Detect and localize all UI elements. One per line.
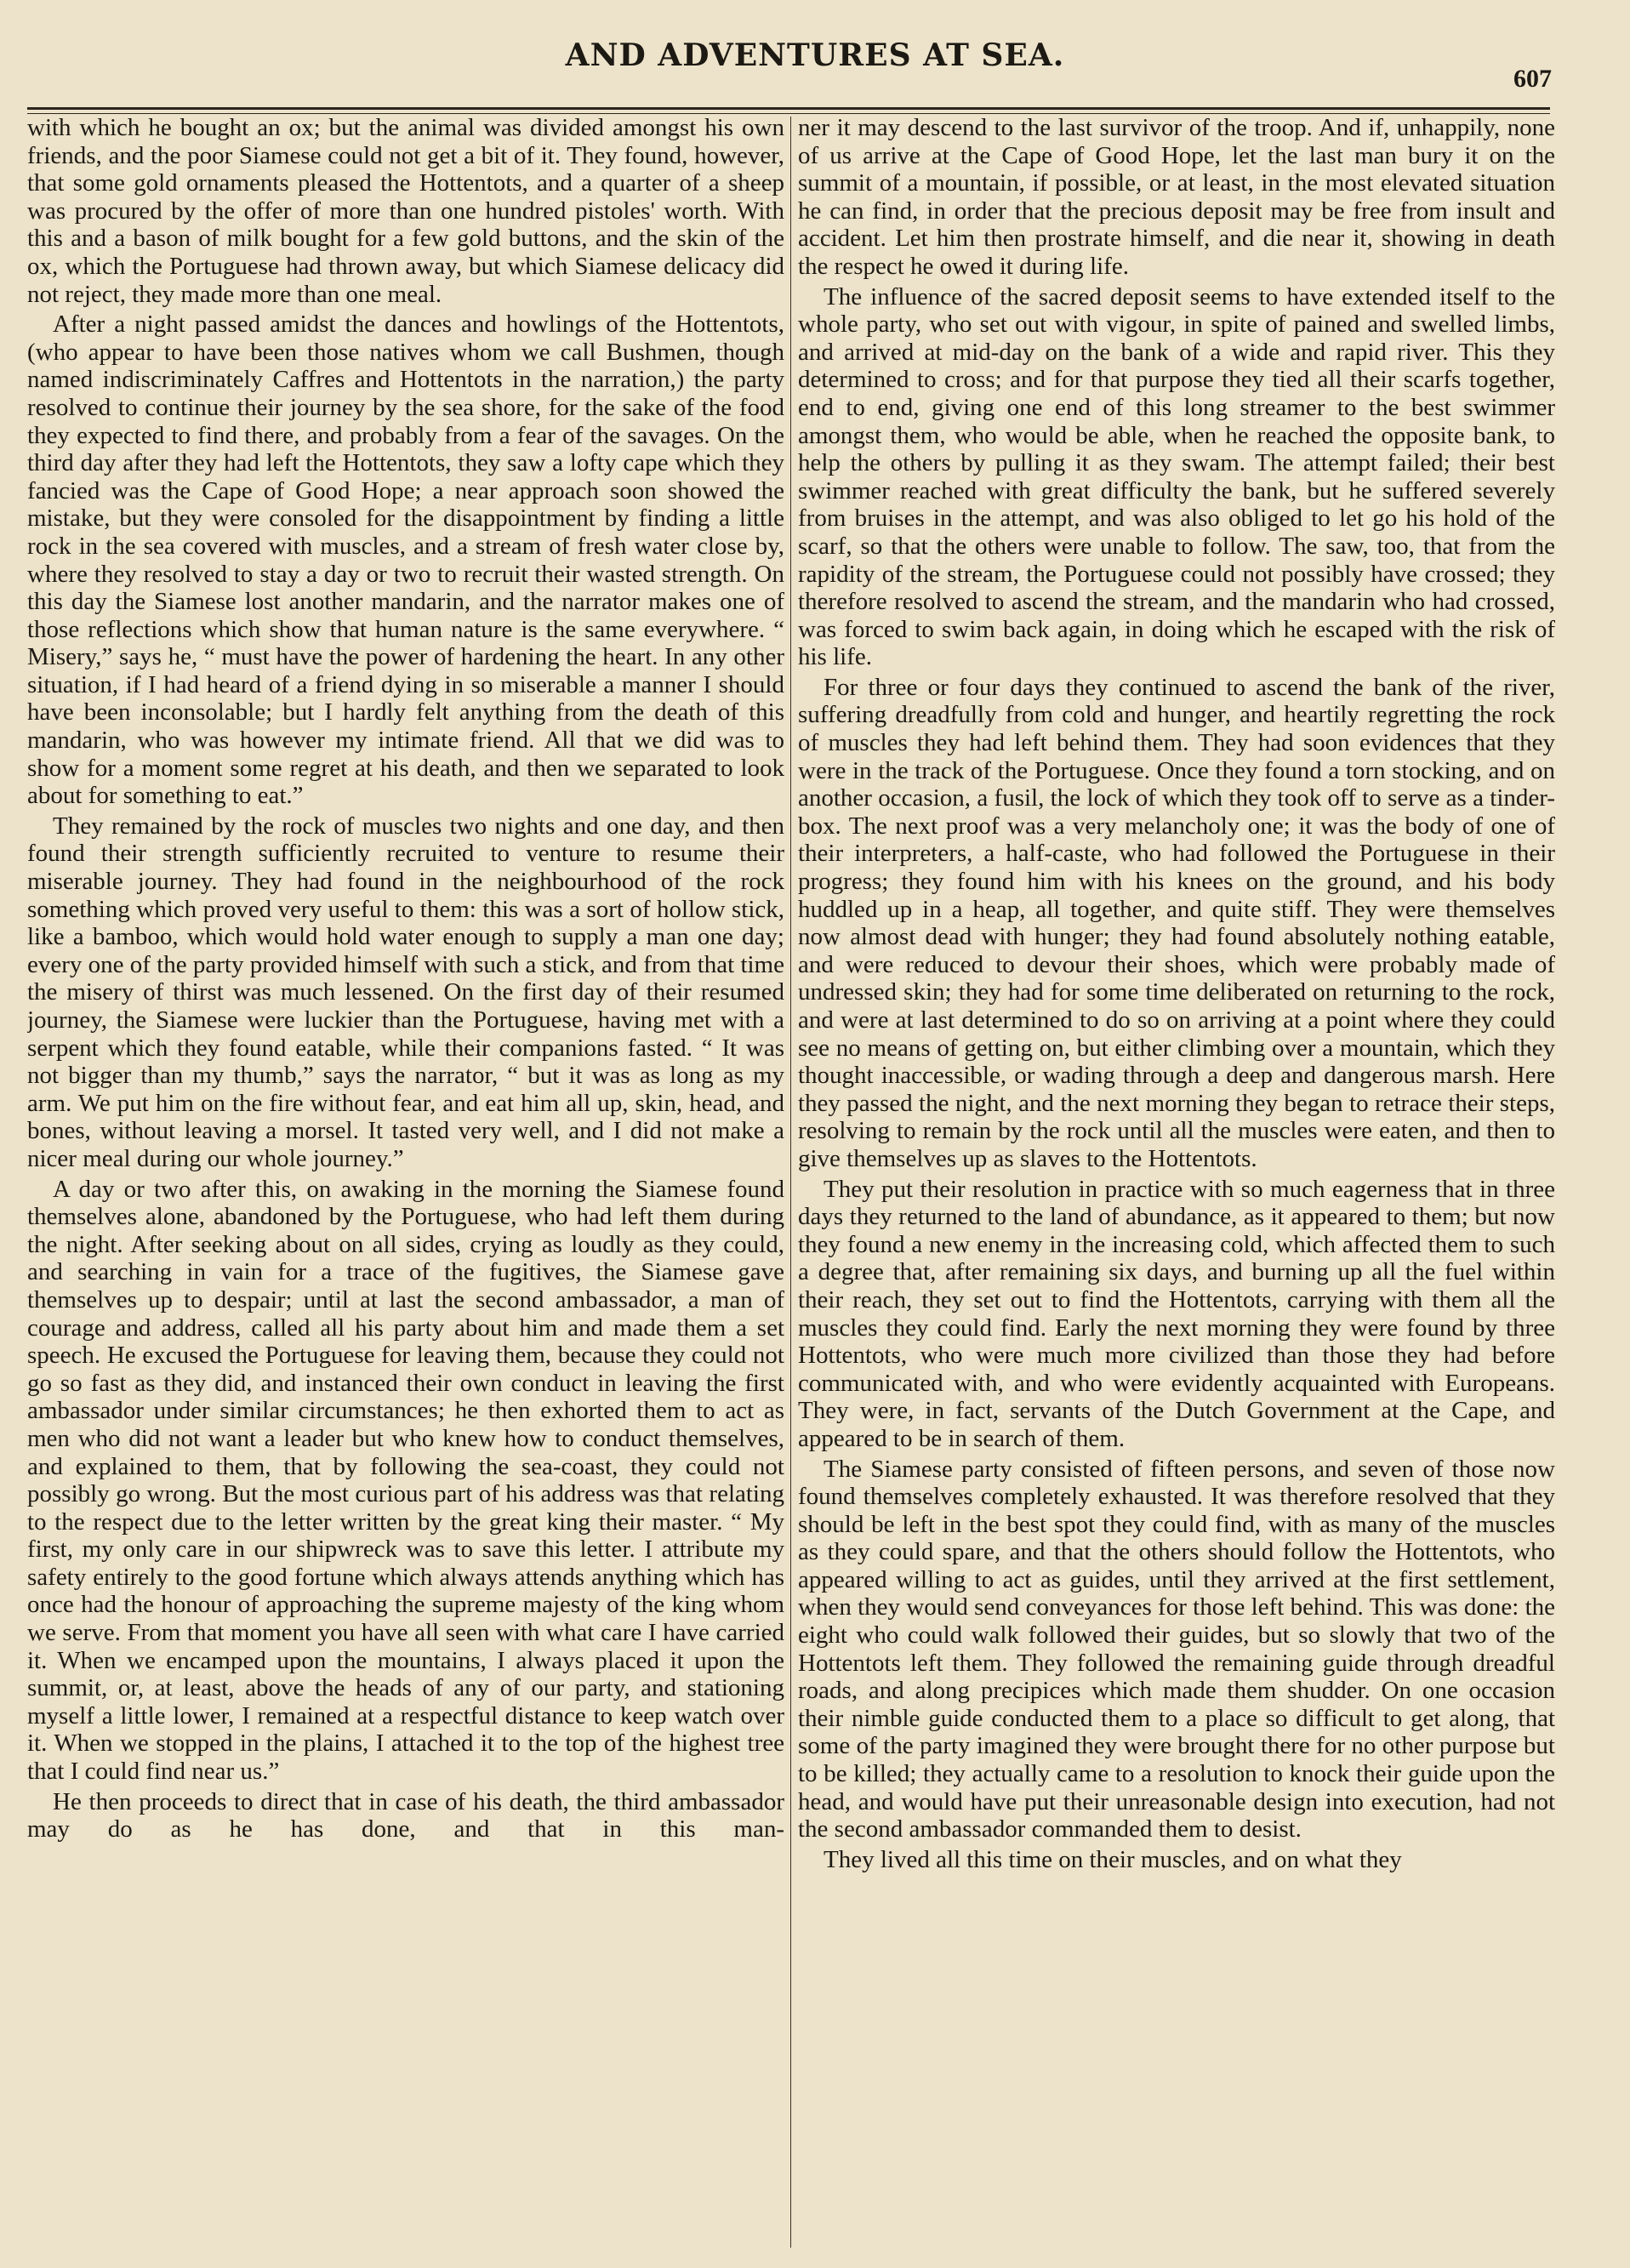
paragraph: He then proceeds to direct that in case of his death, the third ambassador may do as he has done, and that in this man- <box>27 1787 784 1843</box>
paragraph: The Siamese party consisted of fifteen persons, and seven of those now found themselves completely exhausted. It was therefore resolved that they should be left in the best spot they could find, with as many of the muscles as they could spare, and that the others should follow the Hottentots, who appeared willing to act as guides, until they arrived at the first settlement, when they would send conveyances for those left behind. This was done: the eight who could walk followed their guides, but so slowly that two of the Hottentots left them. They followed the remaining guide through dreadful roads, and along precipices which made them shudder. On one occasion their nimble guide conducted them to a place so difficult to get along, that some of the party imagined they were brought there for no other purpose but to be killed; they actually came to a resolution to knock their guide upon the head, and would have put their unreasonable design into execution, had not the second ambassador commanded them to desist. <box>798 1455 1555 1843</box>
paragraph: For three or four days they continued to ascend the bank of the river, suffering dreadfully from cold and hunger, and heartily regretting the rock of muscles they had left behind them. They had soon evidences that they were in the track of the Portuguese. Once they found a torn stocking, and on another occasion, a fusil, the lock of which they took off to serve as a tinder-box. The next proof was a very melancholy one; it was the body of one of their interpreters, a half-caste, who had followed the Portuguese in their progress; they found him with his knees on the ground, and his body huddled up in a heap, all together, and quite stiff. They were themselves now almost dead with hunger; they had found absolutely nothing eatable, and were reduced to devour their shoes, which were probably made of undressed skin; they had for some time deliberated on returning to the rock, and were at last determined to do so on arriving at a point where they could see no means of getting on, but either climbing over a mountain, which they thought inaccessible, or wading through a deep and dangerous marsh. Here they passed the night, and the next morning they began to retrace their steps, resolving to remain by the rock until all the muscles were eaten, and then to give themselves up as slaves to the Hottentots. <box>798 673 1555 1172</box>
column-divider <box>790 117 791 2248</box>
header-rule-thick <box>27 107 1550 110</box>
paragraph: After a night passed amidst the dances and howlings of the Hottentots, (who appear to have been those natives whom we call Bushmen, though named indiscriminately Caffres and Hottentots in the narration,) the party resolved to continue their journey by the sea shore, for the sake of the food they expected to find there, and probably from a fear of the savages. On the third day after they had left the Hottentots, they saw a lofty cape which they fancied was the Cape of Good Hope; a near approach soon showed the mistake, but they were consoled for the disappointment by finding a little rock in the sea covered with muscles, and a stream of fresh water close by, where they resolved to stay a day or two to recruit their wasted strength. On this day the Siamese lost another mandarin, and the narrator makes one of those reflections which show that human nature is the same everywhere. “ Misery,” says he, “ must have the power of hardening the heart. In any other situation, if I had heard of a friend dying in so miserable a manner I should have been inconsolable; but I hardly felt anything from the death of this mandarin, who was however my intimate friend. All that we did was to show for a moment some regret at his death, and then we separated to look about for something to eat.” <box>27 311 784 810</box>
page-number: 607 <box>1513 65 1552 93</box>
page-header <box>0 0 1630 102</box>
paragraph: ner it may descend to the last survivor of the troop. And if, unhappily, none of us arrive at the Cape of Good Hope, let the last man bury it on the summit of a mountain, if possible, or at least, in the most elevated situation he can find, in order that the precious deposit may be free from insult and accident. Let him then prostrate himself, and die near it, showing in death the respect he owed it during life. <box>798 114 1555 280</box>
paragraph: The influence of the sacred deposit seems to have extended itself to the whole party, who set out with vigour, in spite of pained and swelled limbs, and arrived at mid-day on the bank of a wide and rapid river. This they determined to cross; and for that purpose they tied all their scarfs together, end to end, giving one end of this long streamer to the best swimmer amongst them, who would be able, when he reached the opposite bank, to help the others by pulling it as they swam. The attempt failed; their best swimmer reached with great difficulty the bank, but he suffered severely from bruises in the attempt, and was also obliged to let go his hold of the scarf, so that the others were unable to follow. The saw, too, that from the rapidity of the stream, the Portuguese could not possibly have crossed; they therefore resolved to ascend the stream, and the mandarin who had crossed, was forced to swim back again, in doing which he escaped with the risk of his life. <box>798 282 1555 671</box>
paragraph: A day or two after this, on awaking in the morning the Siamese found themselves alone, abandoned by the Portuguese, who had left them during the night. After seeking about on all sides, crying as loudly as they could, and searching in vain for a trace of the fugitives, the Siamese gave themselves up to despair; until at last the second ambassador, a man of courage and address, called all his party about him and made them a set speech. He excused the Portuguese for leaving them, because they could not go so fast as they did, and instanced their own conduct in leaving the first ambassador under similar circumstances; he then exhorted them to act as men who did not want a leader but who knew how to conduct themselves, and explained to them, that by following the sea-coast, they could not possibly go wrong. But the most curious part of his address was that relating to the respect due to the letter written by the great king their master. “ My first, my only care in our shipwreck was to save this letter. I attribute my safety entirely to the good fortune which always attends anything which has once had the honour of approaching the supreme majesty of the king whom we serve. From that moment you have all seen with what care I have carried it. When we encamped upon the mountains, I always placed it upon the summit, or, at least, above the heads of any of our party, and stationing myself a little lower, I remained at a respectful distance to keep watch over it. When we stopped in the plains, I attached it to the top of the highest tree that I could find near us.” <box>27 1175 784 1786</box>
running-head: AND ADVENTURES AT SEA. <box>565 37 1065 73</box>
paragraph: They put their resolution in practice with so much eagerness that in three days they returned to the land of abundance, as it appeared to them; but now they found a new enemy in the increasing cold, which affected them to such a degree that, after remaining six days, and burning up all the fuel within their reach, they set out to find the Hottentots, carrying with them all the muscles they could find. Early the next morning they were found by three Hottentots, who were much more civilized than those they had before communicated with, and who were evidently acquainted with Europeans. They were, in fact, servants of the Dutch Government at the Cape, and appeared to be in search of them. <box>798 1175 1555 1452</box>
left-column <box>27 114 784 2249</box>
paragraph: They lived all this time on their muscles, and on what they <box>824 1845 1402 1873</box>
paragraph: with which he bought an ox; but the animal was divided amongst his own friends, and the poor Siamese could not get a bit of it. They found, however, that some gold ornaments pleased the Hottentots, and a quarter of a sheep was procured by the offer of more than one hundred pistoles' worth. With this and a bason of milk bought for a few gold buttons, and the skin of the ox, which the Portuguese had thrown away, but which Siamese delicacy did not reject, they made more than one meal. <box>27 114 784 308</box>
right-column <box>798 114 1555 2249</box>
paragraph: They remained by the rock of muscles two nights and one day, and then found their strength sufficiently recruited to venture to resume their miserable journey. They had found in the neighbourhood of the rock something which proved very useful to them: this was a sort of hollow stick, like a bamboo, which would hold water enough to supply a man one day; every one of the party provided himself with such a stick, and from that time the misery of thirst was much lessened. On the first day of their resumed journey, the Siamese were luckier than the Portuguese, having met with a serpent which they found eatable, while their companions fasted. “ It was not bigger than my thumb,” says the narrator, “ but it was as long as my arm. We put him on the fire without fear, and eat him all up, skin, head, and bones, without leaving a morsel. It tasted very well, and I did not make a nicer meal during our whole journey.” <box>27 812 784 1172</box>
